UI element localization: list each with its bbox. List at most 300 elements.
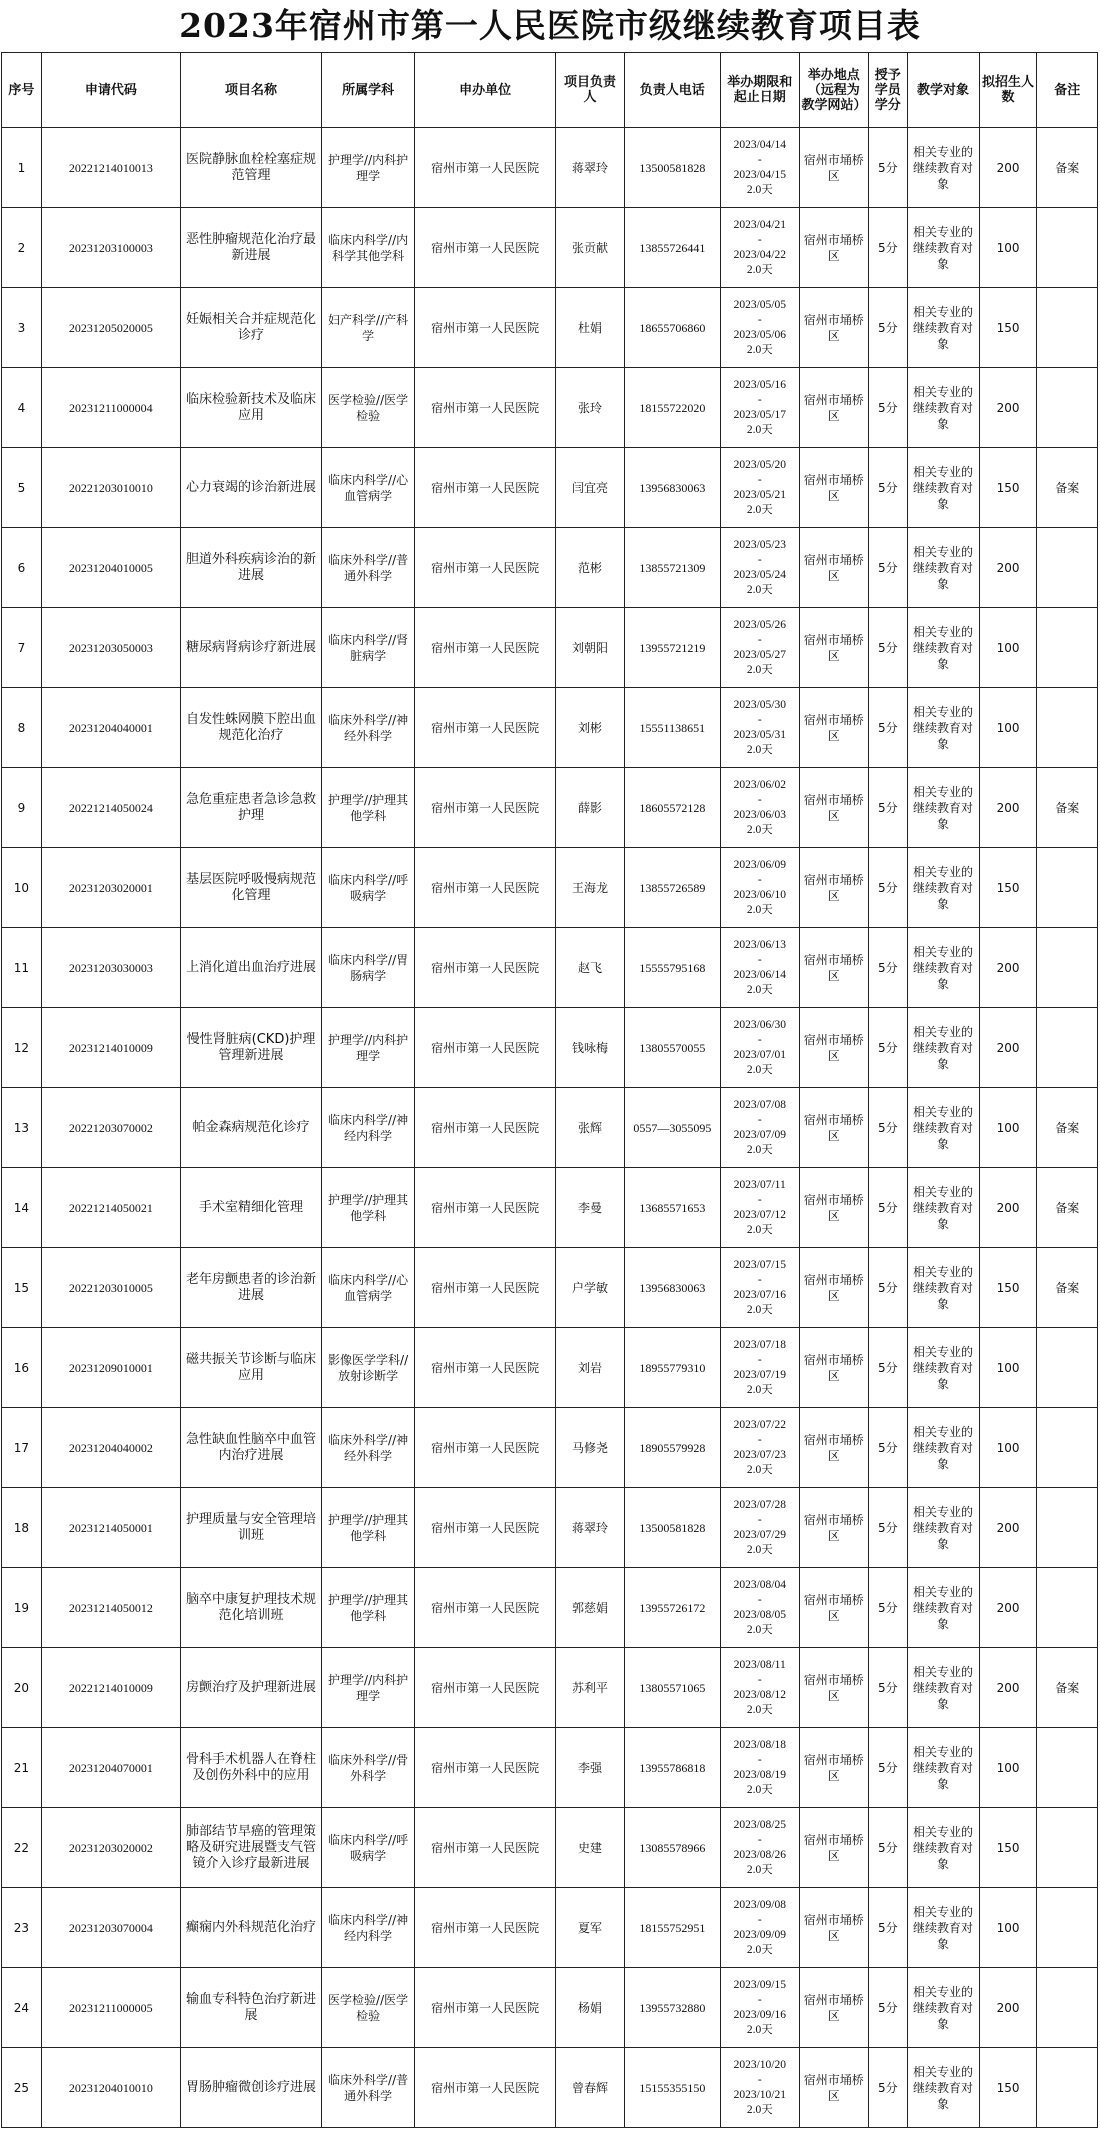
date-cell [721, 1568, 799, 1648]
date-end: 2023/07/09 [733, 1128, 786, 1141]
location-cell: 宿州市埇桥区 [799, 1968, 868, 2048]
leader-cell: 李强 [556, 1728, 624, 1808]
project-name-cell: 护理质量与安全管理培训班 [180, 1488, 322, 1568]
credit-cell: 5分 [868, 288, 907, 368]
row-number-cell: 7 [2, 608, 42, 688]
application-code-cell: 20221203070002 [41, 1088, 180, 1168]
remark-cell [1037, 1488, 1098, 1568]
host-unit-cell: 宿州市第一人民医院 [414, 1328, 556, 1408]
date-start: 2023/09/15 [733, 1978, 786, 1991]
date-duration: 2.0天 [746, 663, 773, 676]
row-number-cell: 10 [2, 848, 42, 928]
credit-cell: 5分 [868, 848, 907, 928]
row-number-cell: 2 [2, 208, 42, 288]
date-separator: - [757, 1433, 762, 1446]
enrollment-cell: 200 [979, 528, 1037, 608]
date-start: 2023/06/02 [733, 778, 786, 791]
date-cell [721, 688, 799, 768]
subject-cell: 临床外科学//普通外科学 [322, 528, 415, 608]
application-code-cell: 20221214010013 [41, 128, 180, 208]
remark-cell [1037, 1968, 1098, 2048]
enrollment-cell: 150 [979, 1808, 1037, 1888]
application-code-cell: 20231205020005 [41, 288, 180, 368]
location-cell: 宿州市埇桥区 [799, 1088, 868, 1168]
row-number-cell: 5 [2, 448, 42, 528]
subject-cell: 临床内科学//呼吸病学 [322, 848, 415, 928]
table-row [2, 208, 1098, 288]
target-cell: 相关专业的继续教育对象 [907, 208, 979, 288]
leader-cell: 薛影 [556, 768, 624, 848]
remark-cell [1037, 288, 1098, 368]
leader-phone-cell: 15551138651 [624, 688, 720, 768]
date-cell [721, 1008, 799, 1088]
date-end: 2023/07/16 [733, 1288, 786, 1301]
date-end: 2023/08/26 [733, 1848, 786, 1861]
application-code-cell: 20231203100003 [41, 208, 180, 288]
location-cell: 宿州市埇桥区 [799, 1408, 868, 1488]
leader-cell: 钱咏梅 [556, 1008, 624, 1088]
subject-cell: 临床内科学//心血管病学 [322, 1248, 415, 1328]
host-unit-cell: 宿州市第一人民医院 [414, 928, 556, 1008]
date-duration: 2.0天 [746, 1623, 773, 1636]
target-cell: 相关专业的继续教育对象 [907, 528, 979, 608]
date-end: 2023/07/12 [733, 1208, 786, 1221]
remark-cell: 备案 [1037, 448, 1098, 528]
date-separator: - [757, 1193, 762, 1206]
date-separator: - [757, 1673, 762, 1686]
date-end: 2023/04/22 [733, 248, 786, 261]
date-separator: - [757, 1513, 762, 1526]
application-code-cell: 20231204040002 [41, 1408, 180, 1488]
remark-cell: 备案 [1037, 1088, 1098, 1168]
project-name-cell: 胃肠肿瘤微创诊疗进展 [180, 2048, 322, 2128]
project-name-cell: 老年房颤患者的诊治新进展 [180, 1248, 322, 1328]
page-title: 2023年宿州市第一人民医院市级继续教育项目表 [179, 6, 921, 45]
leader-phone-cell: 13500581828 [624, 1488, 720, 1568]
row-number-cell: 13 [2, 1088, 42, 1168]
date-separator: - [757, 713, 762, 726]
header-cell: 序号 [2, 53, 42, 128]
date-start: 2023/06/30 [733, 1018, 786, 1031]
date-start: 2023/08/11 [733, 1658, 786, 1671]
leader-cell: 夏军 [556, 1888, 624, 1968]
row-number-cell: 19 [2, 1568, 42, 1648]
date-cell [721, 208, 799, 288]
date-duration: 2.0天 [746, 343, 773, 356]
date-start: 2023/05/16 [733, 378, 786, 391]
table-row [2, 528, 1098, 608]
application-code-cell: 20231209010001 [41, 1328, 180, 1408]
subject-cell: 护理学//内科护理学 [322, 128, 415, 208]
leader-phone-cell: 0557—3055095 [624, 1088, 720, 1168]
subject-cell: 临床内科学//肾脏病学 [322, 608, 415, 688]
subject-cell: 护理学//护理其他学科 [322, 1488, 415, 1568]
target-cell: 相关专业的继续教育对象 [907, 1968, 979, 2048]
date-cell [721, 128, 799, 208]
project-name-cell: 糖尿病肾病诊疗新进展 [180, 608, 322, 688]
host-unit-cell: 宿州市第一人民医院 [414, 448, 556, 528]
remark-cell [1037, 208, 1098, 288]
date-end: 2023/06/10 [733, 888, 786, 901]
application-code-cell: 20221214050021 [41, 1168, 180, 1248]
host-unit-cell: 宿州市第一人民医院 [414, 1728, 556, 1808]
leader-phone-cell: 13085578966 [624, 1808, 720, 1888]
date-cell [721, 1968, 799, 2048]
project-name-cell: 胆道外科疾病诊治的新进展 [180, 528, 322, 608]
application-code-cell: 20231203030003 [41, 928, 180, 1008]
date-cell [721, 928, 799, 1008]
host-unit-cell: 宿州市第一人民医院 [414, 128, 556, 208]
subject-cell: 影像医学学科//放射诊断学 [322, 1328, 415, 1408]
date-cell [721, 448, 799, 528]
host-unit-cell: 宿州市第一人民医院 [414, 1808, 556, 1888]
header-cell: 举办期限和起止日期 [721, 53, 799, 128]
target-cell: 相关专业的继续教育对象 [907, 1568, 979, 1648]
enrollment-cell: 200 [979, 128, 1037, 208]
date-end: 2023/07/19 [733, 1368, 786, 1381]
date-separator: - [757, 313, 762, 326]
row-number-cell: 25 [2, 2048, 42, 2128]
enrollment-cell: 200 [979, 1008, 1037, 1088]
row-number-cell: 21 [2, 1728, 42, 1808]
remark-cell [1037, 928, 1098, 1008]
enrollment-cell: 200 [979, 928, 1037, 1008]
date-end: 2023/10/21 [733, 2088, 786, 2101]
credit-cell: 5分 [868, 688, 907, 768]
location-cell: 宿州市埇桥区 [799, 448, 868, 528]
credit-cell: 5分 [868, 1968, 907, 2048]
location-cell: 宿州市埇桥区 [799, 1808, 868, 1888]
leader-phone-cell: 13955732880 [624, 1968, 720, 2048]
leader-phone-cell: 13855721309 [624, 528, 720, 608]
project-name-cell: 急危重症患者急诊急救护理 [180, 768, 322, 848]
leader-cell: 李曼 [556, 1168, 624, 1248]
leader-phone-cell: 15155355150 [624, 2048, 720, 2128]
date-cell [721, 2048, 799, 2128]
date-duration: 2.0天 [746, 1703, 773, 1716]
credit-cell: 5分 [868, 1488, 907, 1568]
date-separator: - [757, 873, 762, 886]
target-cell: 相关专业的继续教育对象 [907, 688, 979, 768]
leader-phone-cell: 13855726441 [624, 208, 720, 288]
leader-phone-cell: 13805570055 [624, 1008, 720, 1088]
application-code-cell: 20231211000004 [41, 368, 180, 448]
subject-cell: 临床外科学//骨外科学 [322, 1728, 415, 1808]
date-separator: - [757, 153, 762, 166]
leader-phone-cell: 13955726172 [624, 1568, 720, 1648]
credit-cell: 5分 [868, 2048, 907, 2128]
table-row [2, 288, 1098, 368]
target-cell: 相关专业的继续教育对象 [907, 1648, 979, 1728]
target-cell: 相关专业的继续教育对象 [907, 448, 979, 528]
enrollment-cell: 100 [979, 1888, 1037, 1968]
header-cell: 申办单位 [414, 53, 556, 128]
location-cell: 宿州市埇桥区 [799, 368, 868, 448]
date-cell [721, 528, 799, 608]
date-cell [721, 608, 799, 688]
date-duration: 2.0天 [746, 423, 773, 436]
credit-cell: 5分 [868, 1328, 907, 1408]
date-end: 2023/05/24 [733, 568, 786, 581]
host-unit-cell: 宿州市第一人民医院 [414, 2048, 556, 2128]
target-cell: 相关专业的继续教育对象 [907, 1008, 979, 1088]
host-unit-cell: 宿州市第一人民医院 [414, 1568, 556, 1648]
date-duration: 2.0天 [746, 263, 773, 276]
project-name-cell: 输血专科特色治疗新进展 [180, 1968, 322, 2048]
credit-cell: 5分 [868, 1568, 907, 1648]
leader-cell: 赵飞 [556, 928, 624, 1008]
row-number-cell: 23 [2, 1888, 42, 1968]
enrollment-cell: 200 [979, 1648, 1037, 1728]
remark-cell: 备案 [1037, 128, 1098, 208]
date-start: 2023/08/25 [733, 1818, 786, 1831]
date-duration: 2.0天 [746, 2103, 773, 2116]
leader-cell: 蒋翠玲 [556, 1488, 624, 1568]
header-cell: 备注 [1037, 53, 1098, 128]
remark-cell [1037, 2048, 1098, 2128]
host-unit-cell: 宿州市第一人民医院 [414, 608, 556, 688]
remark-cell: 备案 [1037, 1248, 1098, 1328]
date-end: 2023/05/27 [733, 648, 786, 661]
date-duration: 2.0天 [746, 1543, 773, 1556]
project-name-cell: 心力衰竭的诊治新进展 [180, 448, 322, 528]
location-cell: 宿州市埇桥区 [799, 928, 868, 1008]
location-cell: 宿州市埇桥区 [799, 1328, 868, 1408]
enrollment-cell: 200 [979, 1168, 1037, 1248]
application-code-cell: 20231204010005 [41, 528, 180, 608]
host-unit-cell: 宿州市第一人民医院 [414, 768, 556, 848]
target-cell: 相关专业的继续教育对象 [907, 1408, 979, 1488]
date-duration: 2.0天 [746, 1223, 773, 1236]
enrollment-cell: 150 [979, 848, 1037, 928]
table-row [2, 768, 1098, 848]
date-separator: - [757, 553, 762, 566]
location-cell: 宿州市埇桥区 [799, 1728, 868, 1808]
date-separator: - [757, 1753, 762, 1766]
credit-cell: 5分 [868, 608, 907, 688]
location-cell: 宿州市埇桥区 [799, 1008, 868, 1088]
project-name-cell: 基层医院呼吸慢病规范化管理 [180, 848, 322, 928]
table-row [2, 1728, 1098, 1808]
project-name-cell: 慢性肾脏病(CKD)护理管理新进展 [180, 1008, 322, 1088]
credit-cell: 5分 [868, 368, 907, 448]
enrollment-cell: 200 [979, 1568, 1037, 1648]
subject-cell: 妇产科学//产科学 [322, 288, 415, 368]
header-cell: 项目名称 [180, 53, 322, 128]
date-duration: 2.0天 [746, 983, 773, 996]
credit-cell: 5分 [868, 128, 907, 208]
row-number-cell: 6 [2, 528, 42, 608]
credit-cell: 5分 [868, 1408, 907, 1488]
date-separator: - [757, 1593, 762, 1606]
application-code-cell: 20231214050001 [41, 1488, 180, 1568]
date-start: 2023/07/15 [733, 1258, 786, 1271]
target-cell: 相关专业的继续教育对象 [907, 2048, 979, 2128]
leader-phone-cell: 13805571065 [624, 1648, 720, 1728]
table-row [2, 1488, 1098, 1568]
enrollment-cell: 200 [979, 1488, 1037, 1568]
header-row [2, 53, 1098, 128]
row-number-cell: 18 [2, 1488, 42, 1568]
application-code-cell: 20231203020001 [41, 848, 180, 928]
host-unit-cell: 宿州市第一人民医院 [414, 1248, 556, 1328]
credit-cell: 5分 [868, 1648, 907, 1728]
date-start: 2023/05/23 [733, 538, 786, 551]
row-number-cell: 12 [2, 1008, 42, 1088]
row-number-cell: 22 [2, 1808, 42, 1888]
date-duration: 2.0天 [746, 1783, 773, 1796]
remark-cell: 备案 [1037, 1648, 1098, 1728]
table-row [2, 1968, 1098, 2048]
host-unit-cell: 宿州市第一人民医院 [414, 1648, 556, 1728]
header-cell: 负责人电话 [624, 53, 720, 128]
project-name-cell: 自发性蛛网膜下腔出血规范化治疗 [180, 688, 322, 768]
application-code-cell: 20231211000005 [41, 1968, 180, 2048]
project-name-cell: 临床检验新技术及临床应用 [180, 368, 322, 448]
application-code-cell: 20221203010010 [41, 448, 180, 528]
date-cell [721, 1248, 799, 1328]
enrollment-cell: 150 [979, 1248, 1037, 1328]
credit-cell: 5分 [868, 1728, 907, 1808]
host-unit-cell: 宿州市第一人民医院 [414, 1088, 556, 1168]
application-code-cell: 20231204040001 [41, 688, 180, 768]
date-separator: - [757, 1113, 762, 1126]
enrollment-cell: 200 [979, 368, 1037, 448]
leader-cell: 郭慈娟 [556, 1568, 624, 1648]
date-end: 2023/08/12 [733, 1688, 786, 1701]
subject-cell: 护理学//护理其他学科 [322, 768, 415, 848]
subject-cell: 临床内科学//心血管病学 [322, 448, 415, 528]
enrollment-cell: 200 [979, 768, 1037, 848]
date-start: 2023/07/11 [733, 1178, 786, 1191]
date-cell [721, 1168, 799, 1248]
target-cell: 相关专业的继续教育对象 [907, 768, 979, 848]
table-row [2, 928, 1098, 1008]
table-row [2, 1328, 1098, 1408]
enrollment-cell: 100 [979, 608, 1037, 688]
date-start: 2023/08/18 [733, 1738, 786, 1751]
host-unit-cell: 宿州市第一人民医院 [414, 208, 556, 288]
date-end: 2023/09/16 [733, 2008, 786, 2021]
date-cell [721, 1808, 799, 1888]
date-cell [721, 1408, 799, 1488]
subject-cell: 临床内科学//胃肠病学 [322, 928, 415, 1008]
target-cell: 相关专业的继续教育对象 [907, 1888, 979, 1968]
date-separator: - [757, 1913, 762, 1926]
date-duration: 2.0天 [746, 1143, 773, 1156]
date-start: 2023/05/05 [733, 298, 786, 311]
credit-cell: 5分 [868, 1888, 907, 1968]
enrollment-cell: 200 [979, 1968, 1037, 2048]
row-number-cell: 14 [2, 1168, 42, 1248]
target-cell: 相关专业的继续教育对象 [907, 1328, 979, 1408]
leader-cell: 刘岩 [556, 1328, 624, 1408]
header-cell: 申请代码 [41, 53, 180, 128]
table-row [2, 688, 1098, 768]
subject-cell: 护理学//内科护理学 [322, 1648, 415, 1728]
date-end: 2023/05/06 [733, 328, 786, 341]
host-unit-cell: 宿州市第一人民医院 [414, 1888, 556, 1968]
target-cell: 相关专业的继续教育对象 [907, 1248, 979, 1328]
application-code-cell: 20231204070001 [41, 1728, 180, 1808]
leader-phone-cell: 18605572128 [624, 768, 720, 848]
date-start: 2023/06/13 [733, 938, 786, 951]
target-cell: 相关专业的继续教育对象 [907, 368, 979, 448]
project-name-cell: 磁共振关节诊断与临床应用 [180, 1328, 322, 1408]
date-duration: 2.0天 [746, 183, 773, 196]
application-code-cell: 20231203020002 [41, 1808, 180, 1888]
table-row [2, 1408, 1098, 1488]
date-cell [721, 368, 799, 448]
remark-cell [1037, 1808, 1098, 1888]
date-end: 2023/07/29 [733, 1528, 786, 1541]
project-name-cell: 癫痫内外科规范化治疗 [180, 1888, 322, 1968]
host-unit-cell: 宿州市第一人民医院 [414, 688, 556, 768]
credit-cell: 5分 [868, 1248, 907, 1328]
project-table [1, 52, 1098, 2128]
date-cell [721, 848, 799, 928]
leader-phone-cell: 13685571653 [624, 1168, 720, 1248]
header-cell: 授予学员学分 [868, 53, 907, 128]
date-separator: - [757, 1833, 762, 1846]
leader-phone-cell: 18155752951 [624, 1888, 720, 1968]
enrollment-cell: 100 [979, 1088, 1037, 1168]
date-cell [721, 1888, 799, 1968]
date-cell [721, 1488, 799, 1568]
location-cell: 宿州市埇桥区 [799, 128, 868, 208]
date-end: 2023/05/21 [733, 488, 786, 501]
subject-cell: 医学检验//医学检验 [322, 368, 415, 448]
date-duration: 2.0天 [746, 903, 773, 916]
credit-cell: 5分 [868, 208, 907, 288]
target-cell: 相关专业的继续教育对象 [907, 1168, 979, 1248]
date-duration: 2.0天 [746, 1383, 773, 1396]
date-start: 2023/07/18 [733, 1338, 786, 1351]
date-cell [721, 1728, 799, 1808]
location-cell: 宿州市埇桥区 [799, 768, 868, 848]
table-row [2, 128, 1098, 208]
credit-cell: 5分 [868, 1088, 907, 1168]
table-row [2, 1088, 1098, 1168]
date-separator: - [757, 473, 762, 486]
application-code-cell: 20231204010010 [41, 2048, 180, 2128]
leader-cell: 张辉 [556, 1088, 624, 1168]
date-end: 2023/05/31 [733, 728, 786, 741]
leader-cell: 史建 [556, 1808, 624, 1888]
leader-cell: 张玲 [556, 368, 624, 448]
subject-cell: 临床外科学//神经外科学 [322, 1408, 415, 1488]
credit-cell: 5分 [868, 448, 907, 528]
leader-phone-cell: 13500581828 [624, 128, 720, 208]
date-separator: - [757, 393, 762, 406]
leader-cell: 张贡献 [556, 208, 624, 288]
application-code-cell: 20221203010005 [41, 1248, 180, 1328]
date-cell [721, 1088, 799, 1168]
host-unit-cell: 宿州市第一人民医院 [414, 528, 556, 608]
date-separator: - [757, 793, 762, 806]
credit-cell: 5分 [868, 768, 907, 848]
location-cell: 宿州市埇桥区 [799, 208, 868, 288]
date-cell [721, 1328, 799, 1408]
application-code-cell: 20231203050003 [41, 608, 180, 688]
subject-cell: 护理学//内科护理学 [322, 1008, 415, 1088]
date-end: 2023/06/03 [733, 808, 786, 821]
project-name-cell: 骨科手术机器人在脊柱及创伤外科中的应用 [180, 1728, 322, 1808]
host-unit-cell: 宿州市第一人民医院 [414, 1488, 556, 1568]
enrollment-cell: 100 [979, 1728, 1037, 1808]
date-start: 2023/05/20 [733, 458, 786, 471]
subject-cell: 临床内科学//神经内科学 [322, 1888, 415, 1968]
